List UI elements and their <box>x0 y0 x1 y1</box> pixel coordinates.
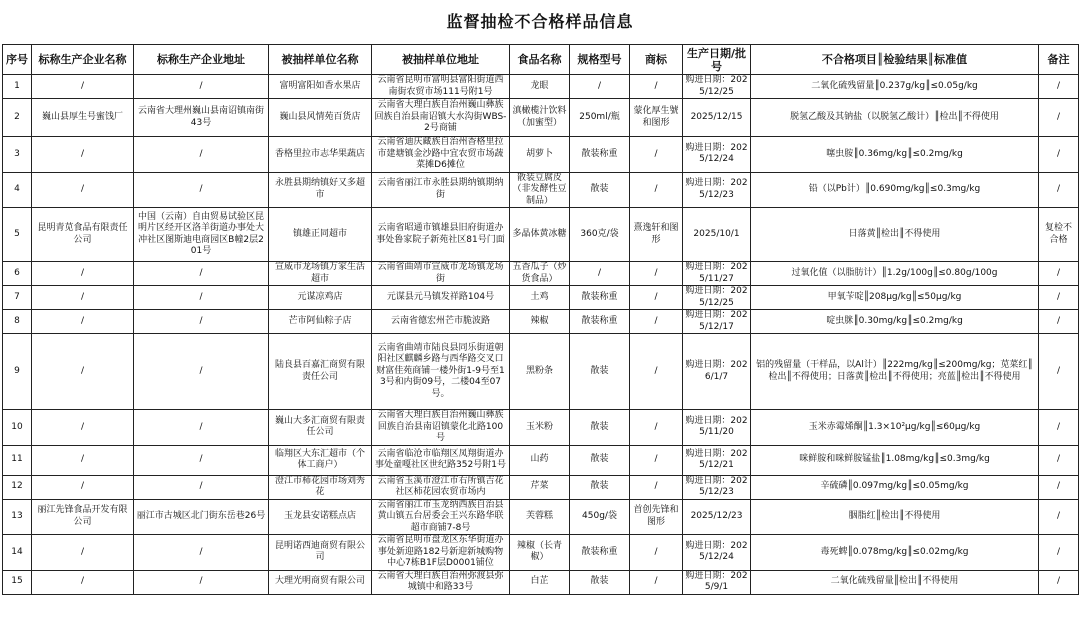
col-index: 14 <box>3 535 32 571</box>
col-manufacturer-address: 中国（云南）自由贸易试验区昆明片区经开区洛羊街道办事处大冲社区图斯迪电商园区B幢2层201号 <box>134 208 269 262</box>
col-manufacturer: / <box>32 445 134 475</box>
col-manufacturer: 丽江先锋食品开发有限公司 <box>32 499 134 535</box>
col-failed-item: 玉米赤霉烯酮║1.3×10²μg/kg║≤60μg/kg <box>751 410 1039 446</box>
header-col-remarks: 备注 <box>1039 45 1079 75</box>
col-index: 4 <box>3 172 32 208</box>
col-failed-item: 二氧化硫残留量║0.237g/kg║≤0.05g/kg <box>751 75 1039 99</box>
col-remarks: / <box>1039 570 1079 594</box>
col-sampled-address: 云南省丽江市永胜县期纳镇期纳街 <box>372 172 510 208</box>
col-remarks: / <box>1039 262 1079 286</box>
table-row <box>3 99 1079 137</box>
col-sampled-address: 云南省曲靖市宣威市龙场镇龙场街 <box>372 262 510 286</box>
col-index: 15 <box>3 570 32 594</box>
col-failed-item: 二氧化硫残留量║检出║不得使用 <box>751 570 1039 594</box>
col-manufacturer: / <box>32 410 134 446</box>
col-production-date: 购进日期：2025/11/20 <box>683 410 751 446</box>
col-spec: 散装 <box>570 445 630 475</box>
col-remarks: / <box>1039 499 1079 535</box>
col-failed-item: 铅（以Pb计）║0.690mg/kg║≤0.3mg/kg <box>751 172 1039 208</box>
col-remarks: / <box>1039 445 1079 475</box>
col-production-date: 购进日期：2025/12/17 <box>683 310 751 334</box>
header-col-sampled-unit: 被抽样单位名称 <box>269 45 372 75</box>
col-remarks: / <box>1039 286 1079 310</box>
col-production-date: 购进日期：2025/12/21 <box>683 445 751 475</box>
col-manufacturer-address: / <box>134 535 269 571</box>
col-manufacturer-address: / <box>134 570 269 594</box>
col-spec: 散装 <box>570 475 630 499</box>
col-manufacturer-address: / <box>134 445 269 475</box>
results-table <box>2 44 1079 595</box>
page-title: 监督抽检不合格样品信息 <box>446 12 634 31</box>
col-production-date: 购进日期：2025/12/23 <box>683 172 751 208</box>
col-spec: 散装称重 <box>570 137 630 173</box>
col-sampled-unit: 澄江市柿花园市场刘秀花 <box>269 475 372 499</box>
table-row <box>3 208 1079 262</box>
col-trademark: / <box>630 334 683 410</box>
col-trademark: / <box>630 75 683 99</box>
col-manufacturer: / <box>32 262 134 286</box>
col-manufacturer-address: / <box>134 310 269 334</box>
col-manufacturer-address: / <box>134 410 269 446</box>
col-production-date: 购进日期：2025/12/23 <box>683 475 751 499</box>
header-col-failed-item: 不合格项目║检验结果║标准值 <box>751 45 1039 75</box>
col-production-date: 购进日期：2026/1/7 <box>683 334 751 410</box>
col-sampled-unit: 芒市阿仙粽子店 <box>269 310 372 334</box>
col-sampled-address: 云南省丽江市玉龙纳西族自治县黄山镇五台居委会王兴东路华联超市商铺7-8号 <box>372 499 510 535</box>
col-sampled-address: 云南省玉溪市澄江市右所镇吉花社区柿花园农贸市场内 <box>372 475 510 499</box>
col-sampled-unit: 玉龙县安诺糕点店 <box>269 499 372 535</box>
col-manufacturer: 巍山县厚生号蜜饯厂 <box>32 99 134 137</box>
col-spec: / <box>570 262 630 286</box>
col-failed-item: 啶虫脒║0.30mg/kg║≤0.2mg/kg <box>751 310 1039 334</box>
col-production-date: 2025/12/15 <box>683 99 751 137</box>
header-col-sampled-address: 被抽样单位地址 <box>372 45 510 75</box>
col-manufacturer: / <box>32 535 134 571</box>
col-failed-item: 铝的残留量（干样品，以Al计）║222mg/kg║≤200mg/kg；苋菜红║检出║不得使用；日落黄║检出║不得使用；亮蓝║检出║不得使用 <box>751 334 1039 410</box>
table-row <box>3 310 1079 334</box>
col-index: 13 <box>3 499 32 535</box>
col-sampled-unit: 临翔区大东汇超市（个体工商户） <box>269 445 372 475</box>
col-manufacturer-address: / <box>134 475 269 499</box>
col-remarks: / <box>1039 99 1079 137</box>
col-production-date: 购进日期：2025/9/1 <box>683 570 751 594</box>
col-sampled-address: 元谋县元马镇发祥路104号 <box>372 286 510 310</box>
col-food-name: 五香瓜子（炒货食品） <box>510 262 570 286</box>
col-sampled-unit: 富明富阳如香水果店 <box>269 75 372 99</box>
table-row <box>3 334 1079 410</box>
col-sampled-address: 云南省昭通市镇雄县旧府街道办事处鲁家院子新苑社区81号门面 <box>372 208 510 262</box>
col-manufacturer-address: / <box>134 172 269 208</box>
col-manufacturer: / <box>32 137 134 173</box>
col-food-name: 玉米粉 <box>510 410 570 446</box>
col-sampled-unit: 巍山大多汇商贸有限责任公司 <box>269 410 372 446</box>
col-trademark: / <box>630 262 683 286</box>
col-sampled-address: 云南省昆明市富明县富阳街道西南街农贸市场111号附1号 <box>372 75 510 99</box>
col-manufacturer: / <box>32 310 134 334</box>
col-index: 1 <box>3 75 32 99</box>
col-sampled-address: 云南省德宏州芒市脆波路 <box>372 310 510 334</box>
table-row <box>3 262 1079 286</box>
col-failed-item: 脱氢乙酸及其钠盐（以脱氢乙酸计）║检出║不得使用 <box>751 99 1039 137</box>
col-index: 7 <box>3 286 32 310</box>
col-manufacturer: / <box>32 172 134 208</box>
col-index: 6 <box>3 262 32 286</box>
col-remarks: 复检不合格 <box>1039 208 1079 262</box>
col-sampled-address: 云南省大理白族自治州弥渡县弥城镇中和路33号 <box>372 570 510 594</box>
col-manufacturer-address: 丽江市古城区北门街东岳巷26号 <box>134 499 269 535</box>
col-manufacturer-address: / <box>134 286 269 310</box>
col-production-date: 购进日期：2025/11/27 <box>683 262 751 286</box>
col-sampled-unit: 元谋凉鸡店 <box>269 286 372 310</box>
table-row <box>3 286 1079 310</box>
col-food-name: 辣椒（长青椒） <box>510 535 570 571</box>
col-trademark: / <box>630 570 683 594</box>
col-manufacturer: / <box>32 75 134 99</box>
col-sampled-address: 云南省大理白族自治州巍山彝族回族自治县南诏镇蒙化北路100号 <box>372 410 510 446</box>
col-trademark: / <box>630 137 683 173</box>
col-manufacturer-address: / <box>134 137 269 173</box>
col-food-name: 多晶体黄冰糖 <box>510 208 570 262</box>
col-production-date: 购进日期：2025/12/25 <box>683 75 751 99</box>
table-row <box>3 137 1079 173</box>
col-production-date: 购进日期：2025/12/24 <box>683 535 751 571</box>
col-failed-item: 噻虫胺║0.36mg/kg║≤0.2mg/kg <box>751 137 1039 173</box>
col-failed-item: 辛硫磷║0.097mg/kg║≤0.05mg/kg <box>751 475 1039 499</box>
col-food-name: 龙眼 <box>510 75 570 99</box>
col-spec: 散装称重 <box>570 535 630 571</box>
col-trademark: / <box>630 410 683 446</box>
col-remarks: / <box>1039 310 1079 334</box>
col-sampled-address: 云南省昆明市盘龙区东华街道办事处新迎路182号新迎新城购物中心7栋B1F层D0001铺位 <box>372 535 510 571</box>
col-sampled-address: 云南省迪庆藏族自治州香格里拉市建塘镇金沙路中宜农贸市场蔬菜摊D6摊位 <box>372 137 510 173</box>
col-manufacturer-address: / <box>134 334 269 410</box>
table-row <box>3 475 1079 499</box>
header-col-manufacturer: 标称生产企业名称 <box>32 45 134 75</box>
header-col-trademark: 商标 <box>630 45 683 75</box>
table-row <box>3 570 1079 594</box>
col-food-name: 滇橄榄汁饮料（加蜜型） <box>510 99 570 137</box>
table-row <box>3 410 1079 446</box>
col-failed-item: 日落黄║检出║不得使用 <box>751 208 1039 262</box>
table-row <box>3 535 1079 571</box>
col-production-date: 2025/10/1 <box>683 208 751 262</box>
col-trademark: / <box>630 535 683 571</box>
col-sampled-unit: 巍山县风情苑百货店 <box>269 99 372 137</box>
header-col-manufacturer-address: 标称生产企业地址 <box>134 45 269 75</box>
col-production-date: 2025/12/23 <box>683 499 751 535</box>
header-col-food-name: 食品名称 <box>510 45 570 75</box>
col-food-name: 黑粉条 <box>510 334 570 410</box>
col-trademark: / <box>630 286 683 310</box>
col-index: 5 <box>3 208 32 262</box>
col-manufacturer: / <box>32 570 134 594</box>
col-spec: 散装 <box>570 334 630 410</box>
col-sampled-address: 云南省临沧市临翔区凤翔街道办事处童嘎社区世纪路352号附1号 <box>372 445 510 475</box>
col-food-name: 胡萝卜 <box>510 137 570 173</box>
col-spec: 360克/袋 <box>570 208 630 262</box>
col-index: 8 <box>3 310 32 334</box>
col-sampled-address: 云南省曲靖市陆良县同乐街道朝阳社区麒麟乡路与西华路交叉口财富佳苑商铺一楼外街1-9号至13号和内街09号，二楼04至07号。 <box>372 334 510 410</box>
col-manufacturer-address: / <box>134 75 269 99</box>
col-manufacturer-address: / <box>134 262 269 286</box>
header-col-index: 序号 <box>3 45 32 75</box>
col-trademark: 熹逸轩和图形 <box>630 208 683 262</box>
col-spec: 250ml/瓶 <box>570 99 630 137</box>
col-sampled-unit: 香格里拉市志华果蔬店 <box>269 137 372 173</box>
col-sampled-unit: 陆良县百嘉汇商贸有限责任公司 <box>269 334 372 410</box>
col-spec: 450g/袋 <box>570 499 630 535</box>
col-sampled-unit: 大理光明商贸有限公司 <box>269 570 372 594</box>
col-food-name: 土鸡 <box>510 286 570 310</box>
col-trademark: 蒙化厚生號和图形 <box>630 99 683 137</box>
col-sampled-address: 云南省大理白族自治州巍山彝族回族自治县南诏镇大水沟街WBS-2号商铺 <box>372 99 510 137</box>
col-remarks: / <box>1039 535 1079 571</box>
col-trademark: / <box>630 310 683 334</box>
col-manufacturer: / <box>32 286 134 310</box>
col-remarks: / <box>1039 137 1079 173</box>
col-spec: 散装 <box>570 410 630 446</box>
col-food-name: 芙蓉糕 <box>510 499 570 535</box>
table-row <box>3 75 1079 99</box>
col-remarks: / <box>1039 410 1079 446</box>
col-spec: 散装称重 <box>570 286 630 310</box>
col-remarks: / <box>1039 475 1079 499</box>
col-production-date: 购进日期：2025/12/25 <box>683 286 751 310</box>
table-row <box>3 445 1079 475</box>
col-failed-item: 毒死蜱║0.078mg/kg║≤0.02mg/kg <box>751 535 1039 571</box>
col-sampled-unit: 昆明诺西迪商贸有限公司 <box>269 535 372 571</box>
col-spec: 散装 <box>570 172 630 208</box>
col-production-date: 购进日期：2025/12/24 <box>683 137 751 173</box>
col-failed-item: 咪鲜胺和咪鲜胺锰盐║1.08mg/kg║≤0.3mg/kg <box>751 445 1039 475</box>
col-sampled-unit: 宣威市龙场镇万家生活超市 <box>269 262 372 286</box>
col-index: 9 <box>3 334 32 410</box>
col-food-name: 散装豆腐皮（非发酵性豆制品） <box>510 172 570 208</box>
col-remarks: / <box>1039 172 1079 208</box>
col-spec: / <box>570 75 630 99</box>
col-manufacturer: / <box>32 334 134 410</box>
col-trademark: / <box>630 475 683 499</box>
col-index: 10 <box>3 410 32 446</box>
col-index: 2 <box>3 99 32 137</box>
table-row <box>3 172 1079 208</box>
col-spec: 散装 <box>570 570 630 594</box>
col-food-name: 芹菜 <box>510 475 570 499</box>
col-remarks: / <box>1039 75 1079 99</box>
col-manufacturer: / <box>32 475 134 499</box>
table-body <box>3 75 1079 595</box>
col-food-name: 山药 <box>510 445 570 475</box>
col-sampled-unit: 镇雄正同超市 <box>269 208 372 262</box>
col-remarks: / <box>1039 334 1079 410</box>
col-index: 12 <box>3 475 32 499</box>
col-failed-item: 胭脂红║检出║不得使用 <box>751 499 1039 535</box>
col-trademark: 首创先锋和图形 <box>630 499 683 535</box>
col-food-name: 辣椒 <box>510 310 570 334</box>
col-sampled-unit: 永胜县期纳镇好又多超市 <box>269 172 372 208</box>
col-manufacturer-address: 云南省大理州巍山县南诏镇南街43号 <box>134 99 269 137</box>
col-failed-item: 甲氧苄啶║208μg/kg║≤50μg/kg <box>751 286 1039 310</box>
header-row <box>3 45 1079 75</box>
col-index: 3 <box>3 137 32 173</box>
col-food-name: 白芷 <box>510 570 570 594</box>
col-index: 11 <box>3 445 32 475</box>
col-trademark: / <box>630 445 683 475</box>
header-col-production-date: 生产日期/批号 <box>683 45 751 75</box>
table-row <box>3 499 1079 535</box>
col-failed-item: 过氧化值（以脂肪计）║1.2g/100g║≤0.80g/100g <box>751 262 1039 286</box>
col-manufacturer: 昆明青苋食品有限责任公司 <box>32 208 134 262</box>
header-col-spec: 规格型号 <box>570 45 630 75</box>
col-spec: 散装称重 <box>570 310 630 334</box>
col-trademark: / <box>630 172 683 208</box>
